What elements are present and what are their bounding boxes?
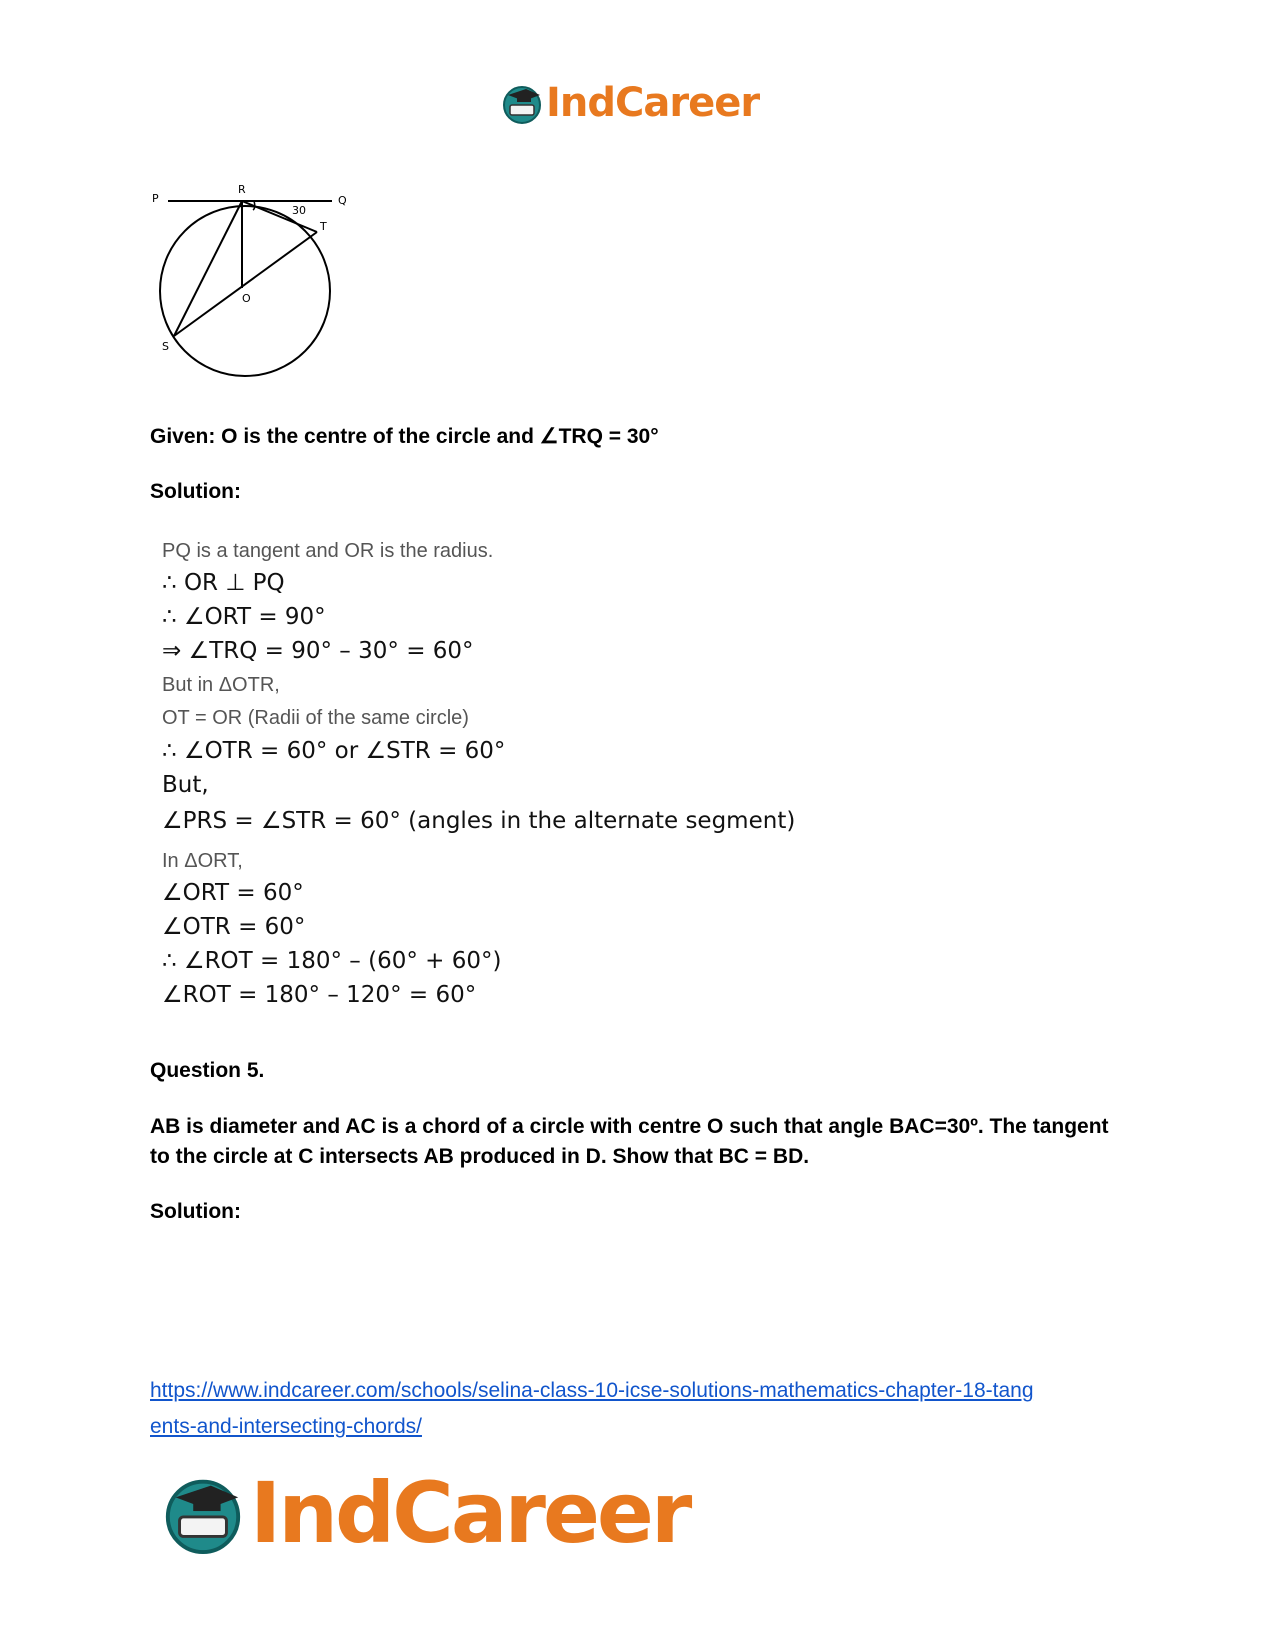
question-heading: Question 5. (150, 1059, 265, 1082)
solution-step: ∴ ∠ORT = 90° (162, 604, 326, 630)
graduation-globe-icon (500, 81, 544, 125)
given-statement: Given: O is the centre of the circle and ∠TRQ = 30° (150, 425, 659, 448)
solution-step: ∴ ∠ROT = 180° – (60° + 60°) (162, 948, 502, 974)
label-angle-30: 30 (292, 204, 306, 217)
solution-step: ∴ ∠OTR = 60° or ∠STR = 60° (162, 738, 506, 764)
question-solution-heading: Solution: (150, 1200, 241, 1223)
figure-svg (150, 184, 370, 384)
label-o: O (242, 292, 251, 305)
label-p: P (152, 192, 159, 205)
solution-step: But, (162, 772, 209, 798)
chord-st (174, 232, 317, 336)
solution-heading: Solution: (150, 480, 241, 503)
solution-step: But in ΔOTR, (162, 674, 280, 696)
header-logo (500, 80, 759, 126)
solution-step: ∴ OR ⊥ PQ (162, 570, 285, 596)
chord-rs (174, 201, 242, 336)
solution-step: ⇒ ∠TRQ = 90° – 30° = 60° (162, 638, 474, 664)
label-q: Q (338, 194, 347, 207)
solution-step: PQ is a tangent and OR is the radius. (162, 540, 494, 562)
label-r: R (238, 184, 246, 196)
question-text: AB is diameter and AC is a chord of a circle with centre O such that angle BAC=30º. The tangent to the circle at C intersects AB produced in D. Show that BC = BD. (150, 1115, 1109, 1168)
circle-tangent-figure (150, 184, 370, 389)
graduation-globe-icon (160, 1470, 246, 1556)
solution-step: ∠OTR = 60° (162, 914, 306, 940)
solution-step: ∠ROT = 180° – 120° = 60° (162, 982, 477, 1008)
label-t: T (320, 220, 327, 233)
solution-step: In ΔORT, (162, 850, 243, 872)
solution-step: ∠ORT = 60° (162, 880, 304, 906)
circle-outline (160, 206, 330, 376)
source-link[interactable] (150, 1373, 1110, 1445)
solution-step: OT = OR (Radii of the same circle) (162, 707, 469, 729)
footer-logo (160, 1464, 689, 1562)
source-link-line-1[interactable]: https://www.indcareer.com/schools/selina-class-10-icse-solutions-mathematics-chapter-18-tang (150, 1379, 1034, 1402)
header-logo-text: IndCareer (546, 80, 760, 126)
solution-step: ∠PRS = ∠STR = 60° (angles in the alternate segment) (162, 808, 796, 834)
label-s: S (162, 340, 169, 353)
source-link-line-2[interactable]: ents-and-intersecting-chords/ (150, 1415, 422, 1438)
footer-logo-text: IndCareer (250, 1464, 690, 1562)
